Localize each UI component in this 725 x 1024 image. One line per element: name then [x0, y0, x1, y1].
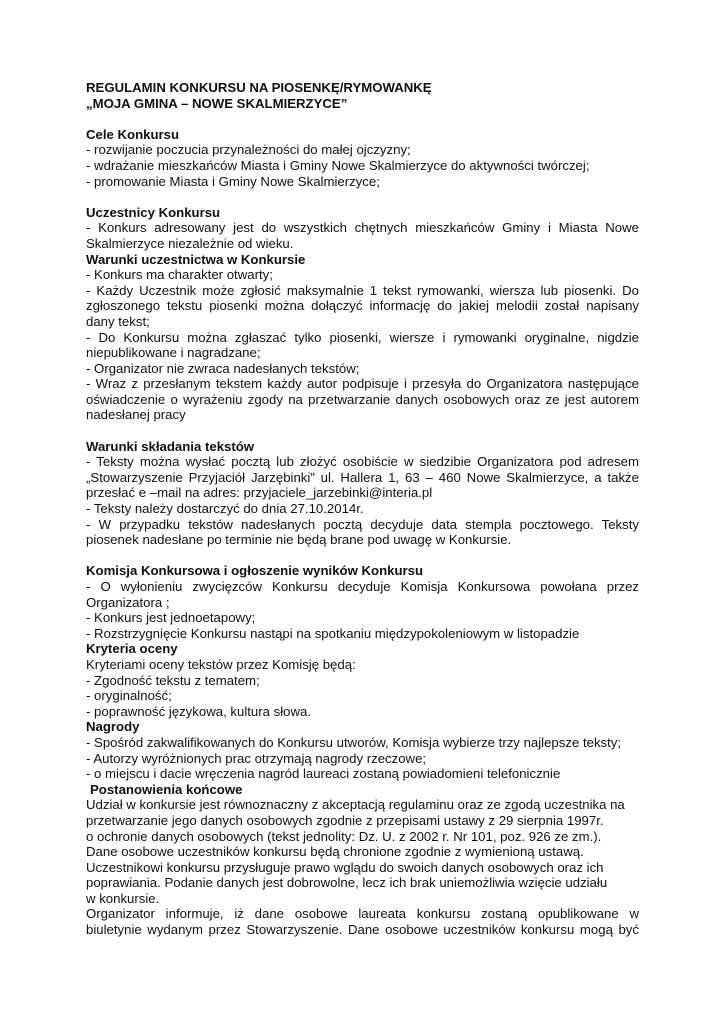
section-warunki [86, 252, 639, 424]
paragraph-line: niepublikowane i nagradzane; [86, 345, 261, 361]
paragraph-line: - O wyłonieniu zwycięzców Konkursu decyduje Komisja Konkursowa powołana przez [86, 579, 639, 594]
paragraph-line: zgłoszonego tekstu piosenki można dołączyć informację do jakiej melodii został napisany [86, 298, 639, 314]
paragraph-line: oświadczenie o wyrażeniu zgody na przetwarzanie danych osobowych oraz ze jest autorem [86, 391, 639, 407]
section-heading: Komisja Konkursowa i ogłoszenie wyników Konkursu [86, 563, 424, 579]
paragraph-line: piosenek nadesłane po terminie nie będą brane pod uwagę w Konkursie. [86, 532, 512, 548]
document-title [86, 80, 639, 111]
paragraph-line: Dane osobowe uczestników konkursu będą chronione zgodnie z wymienioną ustawą. [86, 844, 584, 860]
paragraph-line: poprawiania. Podanie danych jest dobrowolne, lecz ich brak uniemożliwia wzięcie udziału [86, 875, 608, 891]
paragraph-line: przesłać e –mail na adres: przyjaciele_jarzebinki@interia.pl [86, 485, 433, 501]
list-item: - Autorzy wyróżnionych prac otrzymają nagrody rzeczowe; [86, 750, 427, 766]
list-item: - poprawność językowa, kultura słowa. [86, 703, 312, 719]
paragraph-line: Udział w konkursie jest równoznaczny z akceptacją regulaminu oraz ze zgodą uczestnika na [86, 797, 625, 813]
section-heading: Postanowienia końcowe [90, 781, 243, 797]
paragraph-line: Organizatora ; [86, 594, 170, 610]
paragraph-line: - Każdy Uczestnik może zgłosić maksymalnie 1 tekst rymowanki, wiersza lub piosenki. Do [86, 282, 639, 298]
list-item: - Konkurs ma charakter otwarty; [86, 267, 273, 283]
document-page [86, 80, 639, 938]
list-item: - Rozstrzygnięcie Konkursu nastąpi na spotkaniu międzypokoleniowym w listopadzie [86, 625, 580, 641]
list-item: Kryteriami oceny tekstów przez Komisję będą: [86, 656, 356, 672]
section-kryteria [86, 641, 639, 719]
list-item: - Teksty należy dostarczyć do dnia 27.10.2014r. [86, 501, 364, 517]
list-item: - Organizator nie zwraca nadesłanych tekstów; [86, 360, 360, 376]
list-item: - o miejscu i dacie wręczenia nagród laureaci zostaną powiadomieni telefonicznie [86, 766, 561, 782]
list-item: - rozwijanie poczucia przynależności do małej ojczyzny; [86, 142, 411, 158]
section-heading: Nagrody [86, 719, 140, 735]
list-item: - oryginalność; [86, 688, 172, 704]
list-item: - Zgodność tekstu z tematem; [86, 672, 260, 688]
paragraph-line: - W przypadku tekstów nadesłanych pocztą decyduje data stempla pocztowego. Teksty [86, 516, 639, 532]
paragraph-line: Skalmierzyce niezależnie od wieku. [86, 235, 294, 251]
section-uczestnicy [86, 205, 639, 252]
paragraph-line: w konkursie. [86, 890, 160, 906]
section-heading: Warunki składania tekstów [86, 438, 255, 454]
paragraph-line: dany tekst; [86, 313, 150, 329]
list-item: - Konkurs jest jednoetapowy; [86, 610, 256, 626]
section-heading: Uczestnicy Konkursu [86, 204, 221, 220]
paragraph-line: biuletynie wydanym przez Stowarzyszenie. Dane osobowe uczestników konkursu mogą być [86, 922, 639, 938]
list-item: - promowanie Miasta i Gminy Nowe Skalmierzyce; [86, 173, 380, 189]
section-heading: Cele Konkursu [86, 126, 180, 142]
paragraph-line: przetwarzanie jego danych osobowych zgodnie z przepisami ustawy z 29 sierpnia 1997r. [86, 812, 604, 828]
section-nagrody [86, 719, 639, 781]
paragraph-line: nadesłanej pracy [86, 407, 186, 423]
section-komisja [86, 563, 639, 641]
title-line: „MOJA GMINA – NOWE SKALMIERZYCE” [86, 95, 348, 111]
paragraph-line: Uczestnikowi konkursu przysługuje prawo wglądu do swoich danych osobowych oraz ich [86, 859, 604, 875]
section-skladanie [86, 439, 639, 548]
list-item: - Spośród zakwalifikowanych do Konkursu utworów, Komisja wybierze trzy najlepsze teksty; [86, 734, 622, 750]
list-item: - wdrażanie mieszkańców Miasta i Gminy Nowe Skalmierzyce do aktywności twórczej; [86, 157, 590, 173]
section-postanowienia [86, 782, 639, 938]
section-cele [86, 127, 639, 189]
paragraph-line: - Teksty można wysłać pocztą lub złożyć osobiście w siedzibie Organizatora pod adresem [86, 454, 639, 470]
paragraph-line: - Konkurs adresowany jest do wszystkich chętnych mieszkańców Gminy i Miasta Nowe [86, 220, 639, 236]
paragraph-line: o ochronie danych osobowych (tekst jednolity: Dz. U. z 2002 r. Nr 101, poz. 926 ze zm.). [86, 828, 602, 844]
section-heading: Warunki uczestnictwa w Konkursie [86, 251, 306, 267]
section-heading: Kryteria oceny [86, 641, 178, 657]
paragraph-line: „Stowarzyszenie Przyjaciół Jarzębinki” ul. Hallera 1, 63 – 460 Nowe Skalmierzyce, a także [86, 469, 639, 485]
paragraph-line: - Do Konkursu można zgłaszać tylko piosenki, wiersze i rymowanki oryginalne, nigdzie [86, 329, 639, 345]
paragraph-line: - Wraz z przesłanym tekstem każdy autor podpisuje i przesyła do Organizatora następujące [86, 376, 639, 392]
title-line: REGULAMIN KONKURSU NA PIOSENKĘ/RYMOWANKĘ [86, 80, 432, 95]
paragraph-line: Organizator informuje, iż dane osobowe laureata konkursu zostaną opublikowane w [86, 906, 639, 922]
